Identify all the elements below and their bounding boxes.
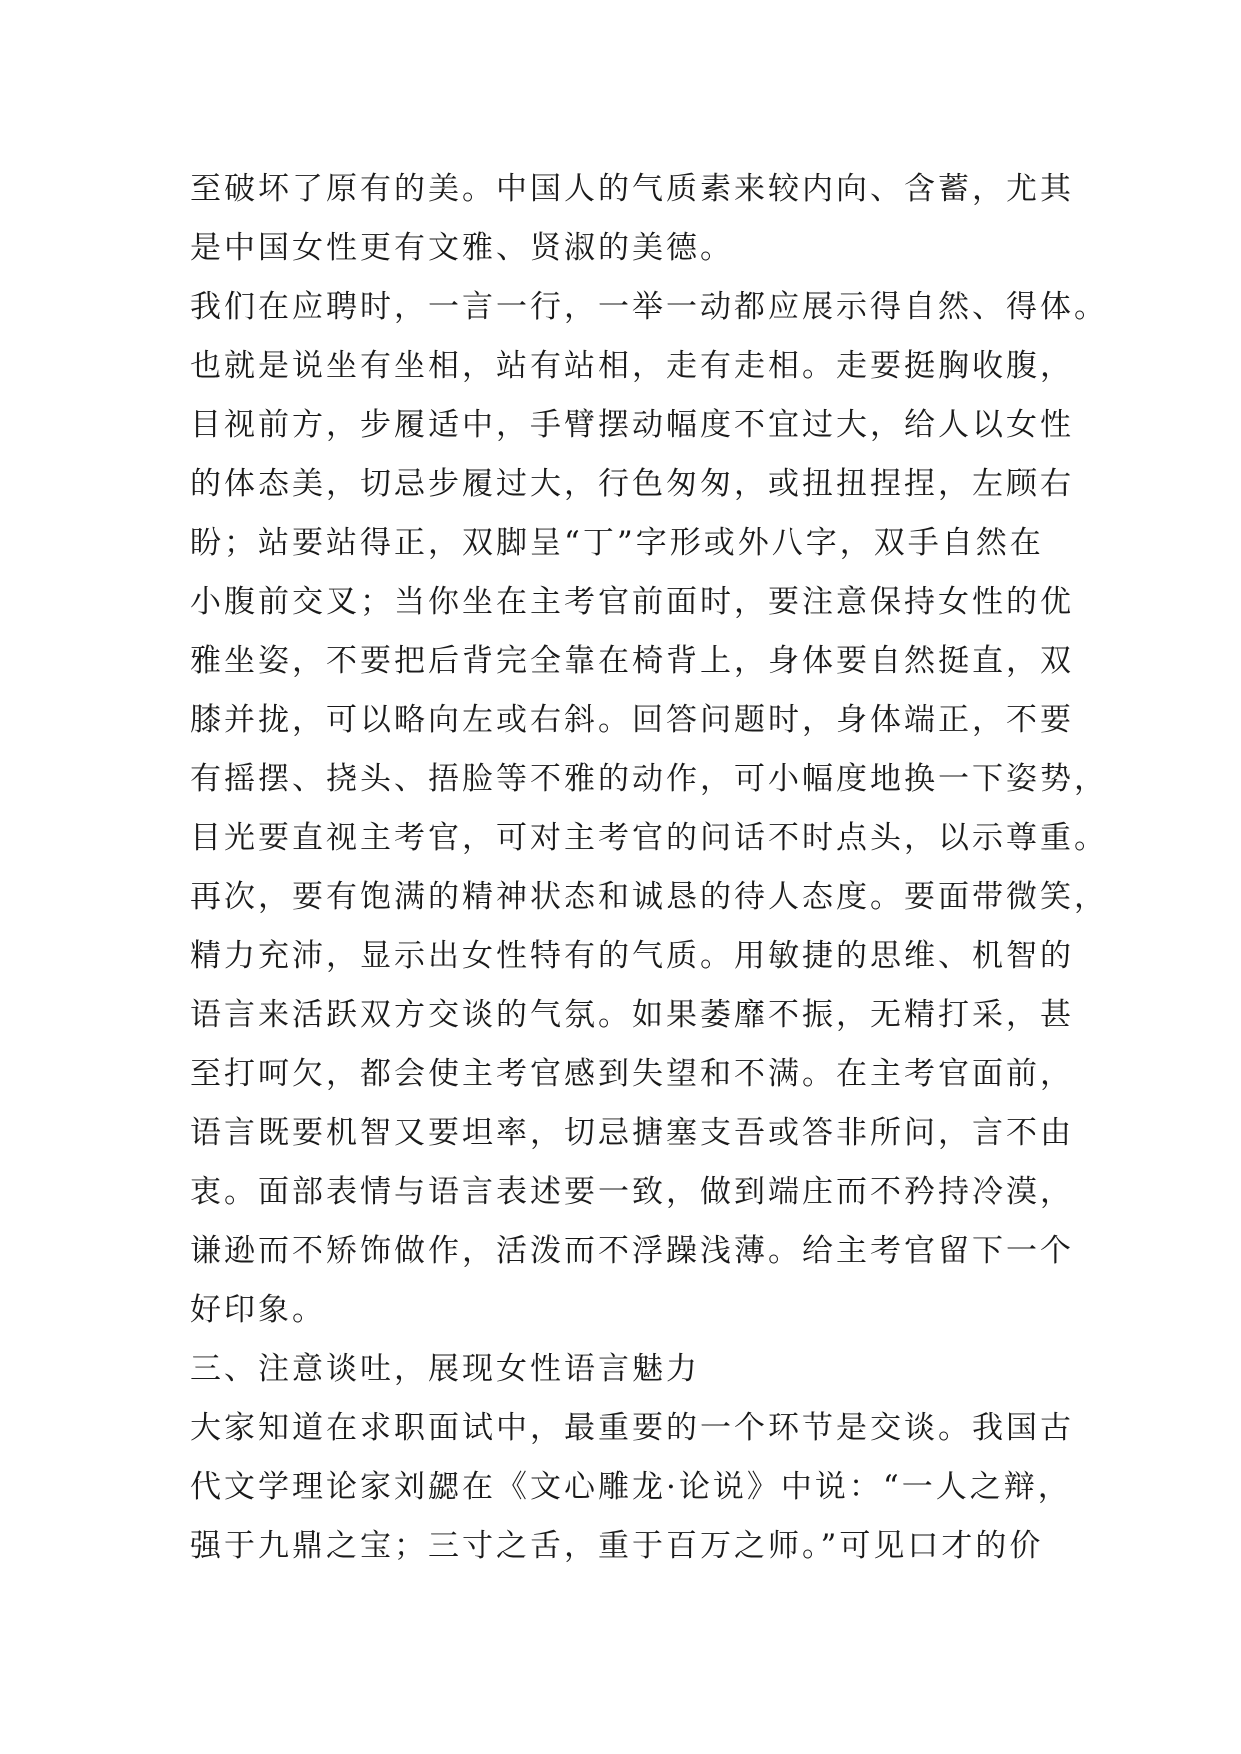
text-line: 语言来活跃双方交谈的气氛。如果萎靡不振，无精打采，甚 xyxy=(190,997,1074,1033)
text-line: 至破坏了原有的美。中国人的气质素来较内向、含蓄，尤其 xyxy=(190,171,1074,207)
text-line: 是中国女性更有文雅、贤淑的美德。 xyxy=(190,230,734,266)
text-line: 代文学理论家刘勰在《文心雕龙·论说》中说：“一人之辩， xyxy=(190,1469,1072,1505)
text-line: 精力充沛，显示出女性特有的气质。用敏捷的思维、机智的 xyxy=(190,938,1074,974)
text-line: 目视前方，步履适中，手臂摆动幅度不宜过大，给人以女性 xyxy=(190,407,1074,443)
text-line: 大家知道在求职面试中，最重要的一个环节是交谈。我国古 xyxy=(190,1410,1074,1446)
section-heading: 三、注意谈吐，展现女性语言魅力 xyxy=(190,1351,700,1387)
text-line: 膝并拢，可以略向左或右斜。回答问题时，身体端正，不要 xyxy=(190,702,1074,738)
text-line: 盼；站要站得正，双脚呈“丁”字形或外八字，双手自然在 xyxy=(190,525,1044,561)
text-line: 再次，要有饱满的精神状态和诚恳的待人态度。要面带微笑， xyxy=(190,879,1108,915)
text-line: 我们在应聘时，一言一行，一举一动都应展示得自然、得体。 xyxy=(190,289,1108,325)
text-line: 至打呵欠，都会使主考官感到失望和不满。在主考官面前， xyxy=(190,1056,1074,1092)
text-line: 目光要直视主考官，可对主考官的问话不时点头，以示尊重。 xyxy=(190,820,1108,856)
text-line: 强于九鼎之宝；三寸之舌，重于百万之师。”可见口才的价 xyxy=(190,1528,1044,1564)
text-line: 谦逊而不矫饰做作，活泼而不浮躁浅薄。给主考官留下一个 xyxy=(190,1233,1074,1269)
text-line: 也就是说坐有坐相，站有站相，走有走相。走要挺胸收腹， xyxy=(190,348,1074,384)
text-line: 语言既要机智又要坦率，切忌搪塞支吾或答非所问，言不由 xyxy=(190,1115,1074,1151)
text-line: 衷。面部表情与语言表述要一致，做到端庄而不矜持冷漠， xyxy=(190,1174,1074,1210)
body-text xyxy=(190,160,1108,1576)
text-line: 有摇摆、挠头、捂脸等不雅的动作，可小幅度地换一下姿势， xyxy=(190,761,1108,797)
text-line: 的体态美，切忌步履过大，行色匆匆，或扭扭捏捏，左顾右 xyxy=(190,466,1074,502)
text-line: 雅坐姿，不要把后背完全靠在椅背上，身体要自然挺直，双 xyxy=(190,643,1074,679)
text-line: 小腹前交叉；当你坐在主考官前面时，要注意保持女性的优 xyxy=(190,584,1074,620)
text-line: 好印象。 xyxy=(190,1292,326,1328)
